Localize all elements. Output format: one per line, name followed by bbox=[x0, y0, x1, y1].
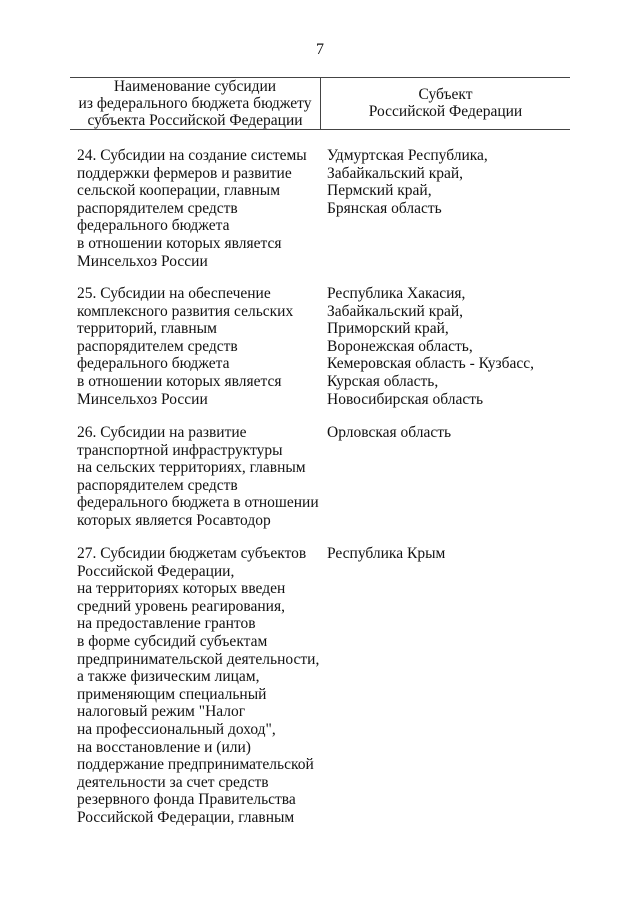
subject-text-line: Новосибирская область bbox=[327, 390, 484, 408]
subject-text-line: Кемеровская область - Кузбасс, bbox=[327, 355, 535, 373]
federal-subject-cell bbox=[327, 147, 567, 217]
subject-text-line: Приморский край, bbox=[327, 320, 449, 338]
subsidy-text-line: а также физическим лицам, bbox=[77, 668, 260, 686]
header-text-line: Российской Федерации bbox=[368, 103, 523, 120]
subject-text-line: Республика Крым bbox=[327, 545, 446, 562]
subsidy-text-line: в отношении которых является bbox=[77, 372, 282, 390]
subsidy-text-line: деятельности за счет средств bbox=[77, 773, 269, 791]
subsidy-text-line: федерального бюджета в отношении bbox=[77, 494, 319, 512]
subject-text-line: Забайкальский край, bbox=[327, 302, 464, 320]
subsidy-text-line: распорядителем средств bbox=[77, 476, 238, 494]
header-subsidy-name bbox=[70, 78, 320, 128]
subject-text-line: Воронежская область, bbox=[327, 337, 473, 355]
subsidy-text-line: 27. Субсидии бюджетам субъектов bbox=[77, 545, 307, 562]
subject-text-line: Забайкальский край, bbox=[327, 164, 464, 182]
subsidy-text-line: Минсельхоз России bbox=[77, 390, 208, 408]
subsidy-text-line: федерального бюджета bbox=[77, 217, 230, 235]
subsidy-text-line: 26. Субсидии на развитие bbox=[77, 424, 247, 441]
header-federal-subject bbox=[321, 78, 570, 128]
subsidy-text-line: поддержки фермеров и развитие bbox=[77, 164, 292, 182]
subsidy-text-line: Минсельхоз России bbox=[77, 252, 208, 270]
subsidy-text-line: поддержание предпринимательской bbox=[77, 756, 314, 774]
federal-subject-cell bbox=[327, 424, 567, 442]
page-number: 7 bbox=[316, 41, 324, 58]
subsidy-text-line: на предоставление грантов bbox=[77, 615, 256, 633]
subsidy-text-line: распорядителем средств bbox=[77, 337, 238, 355]
subsidy-text-line: территорий, главным bbox=[77, 320, 217, 338]
subsidy-text-line: Российской Федерации, bbox=[77, 562, 235, 580]
subject-text-line: Удмуртская Республика, bbox=[327, 147, 488, 164]
subsidy-text-line: комплексного развития сельских bbox=[77, 302, 294, 320]
subject-text-line: Курская область, bbox=[327, 372, 439, 390]
subsidy-text-line: сельской кооперации, главным bbox=[77, 182, 280, 200]
subsidy-text-line: на профессиональный доход", bbox=[77, 720, 276, 738]
table-header-bottom-rule bbox=[70, 129, 570, 130]
subsidy-text-line: на сельских территориях, главным bbox=[77, 459, 306, 477]
subsidy-text-line: средний уровень реагирования, bbox=[77, 597, 285, 615]
subsidy-text-line: применяющим специальный bbox=[77, 685, 267, 703]
subject-text-line: Брянская область bbox=[327, 199, 442, 217]
header-text-line: Субъект bbox=[418, 86, 473, 103]
header-text-line: Наименование субсидии bbox=[113, 77, 277, 95]
subsidy-text-line: распорядителем средств bbox=[77, 199, 238, 217]
subsidy-text-line: на территориях которых введен bbox=[77, 580, 286, 598]
subsidy-text-line: на восстановление и (или) bbox=[77, 738, 251, 756]
subsidy-text-line: предпринимательской деятельности, bbox=[77, 650, 320, 668]
subsidy-text-line: в отношении которых является bbox=[77, 234, 282, 252]
subsidy-text-line: 25. Субсидии на обеспечение bbox=[77, 285, 271, 302]
subject-text-line: Республика Хакасия, bbox=[327, 285, 466, 302]
subsidy-text-line: транспортной инфраструктуры bbox=[77, 441, 283, 459]
subject-text-line: Орловская область bbox=[327, 424, 452, 441]
subject-text-line: Пермский край, bbox=[327, 182, 432, 200]
subsidy-name-cell bbox=[77, 285, 317, 408]
header-text-line: субъекта Российской Федерации bbox=[87, 111, 303, 129]
subsidy-name-cell bbox=[77, 424, 317, 530]
subsidy-text-line: в форме субсидий субъектам bbox=[77, 632, 268, 650]
federal-subject-cell bbox=[327, 285, 567, 408]
subsidy-text-line: которых является Росавтодор bbox=[77, 511, 271, 529]
header-text-line: из федерального бюджета бюджету bbox=[78, 94, 312, 112]
subsidy-name-cell bbox=[77, 147, 317, 270]
subsidy-text-line: Российской Федерации, главным bbox=[77, 808, 295, 826]
federal-subject-cell bbox=[327, 545, 567, 563]
subsidy-text-line: 24. Субсидии на создание системы bbox=[77, 147, 307, 164]
subsidy-text-line: налоговый режим "Налог bbox=[77, 703, 246, 721]
subsidy-name-cell bbox=[77, 545, 320, 827]
subsidy-text-line: федерального бюджета bbox=[77, 355, 230, 373]
subsidy-text-line: резервного фонда Правительства bbox=[77, 791, 296, 809]
